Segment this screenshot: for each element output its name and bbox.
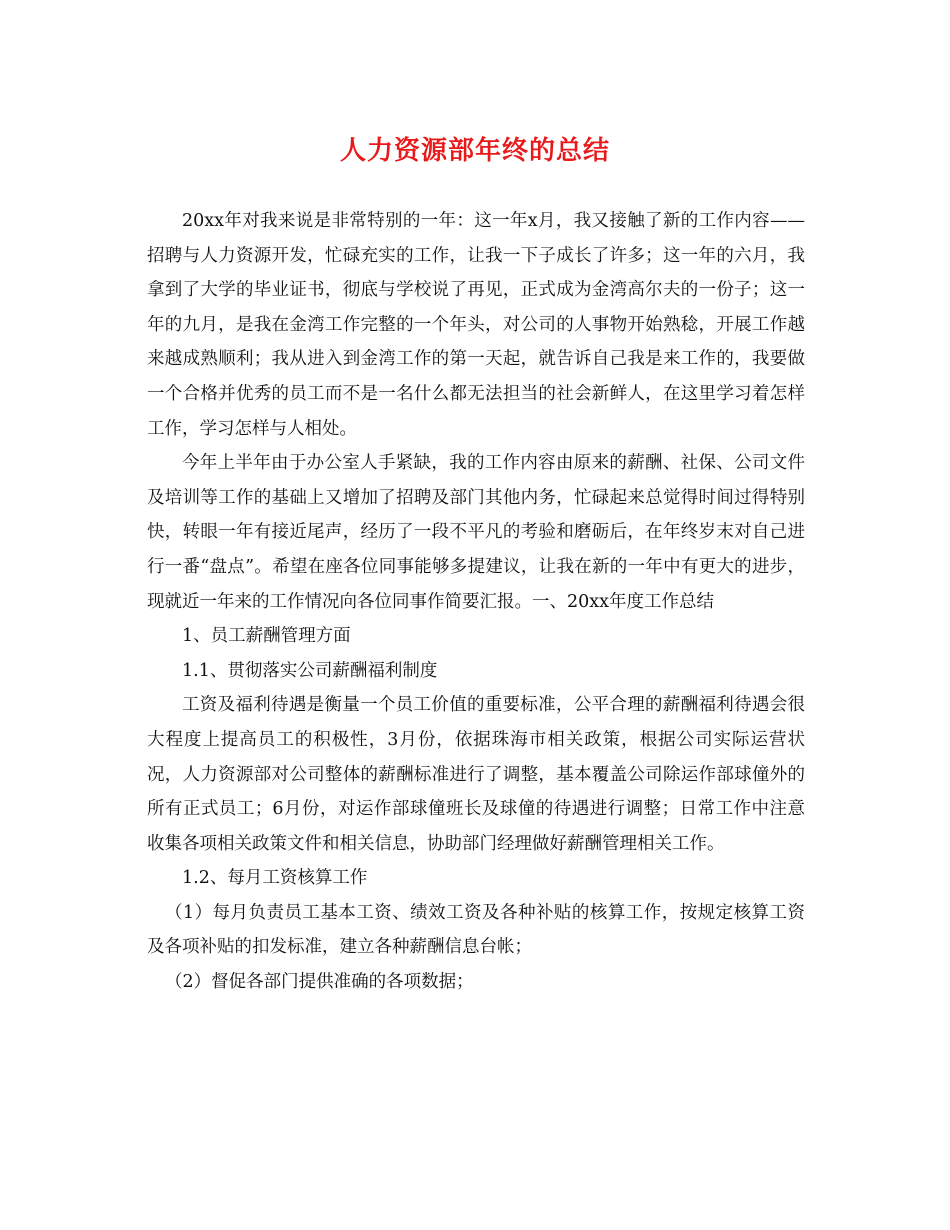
subsection-heading-payroll: 1.2、每月工资核算工作 — [182, 868, 368, 889]
section-heading-salary: 1、员工薪酬管理方面 — [182, 626, 351, 647]
paragraph-intro: 20xx年对我来说是非常特别的一年：这一年x月，我又接触了新的工作内容——招聘与人力资源开发，忙碌充实的工作，让我一下子成长了许多；这一年的六月，我拿到了大学的毕业证书，彻底与学校说了再见，正式成为金湾高尔夫的一份子；这一年的九月，是我在金湾工作完整的一个年头，对公司的人事物开始熟稔，开展工作越来越成熟顺利；我从进入到金湾工作的第一天起，就告诉自己我是来工作的，我要做一个合格并优秀的员工而不是一名什么都无法担当的社会新鲜人，在这里学习着怎样工作，学习怎样与人相处。 — [147, 211, 805, 439]
paragraph-first-half-year: 今年上半年由于办公室人手紧缺，我的工作内容由原来的薪酬、社保、公司文件及培训等工作的基础上又增加了招聘及部门其他内务，忙碌起来总觉得时间过得特别快，转眼一年有接近尾声，经历了一段不平凡的考验和磨砺后，在年终岁末对自己进行一番“盘点”。希望在座各位同事能够多提建议，让我在新的一年中有更大的进步，现就近一年来的工作情况向各位同事作简要汇报。一、20xx年度工作总结 — [147, 453, 805, 612]
paragraph-salary-policy: 工资及福利待遇是衡量一个员工价值的重要标准，公平合理的薪酬福利待遇会很大程度上提高员工的积极性，3月份，依据珠海市相关政策，根据公司实际运营状况，人力资源部对公司整体的薪酬标准进行了调整，基本覆盖公司除运作部球僮外的所有正式员工；6月份，对运作部球僮班长及球僮的待遇进行调整；日常工作中注意收集各项相关政策文件和相关信息，协助部门经理做好薪酬管理相关工作。 — [147, 695, 805, 854]
subsection-heading-policy: 1.1、贯彻落实公司薪酬福利制度 — [182, 660, 438, 681]
document-body — [147, 204, 805, 1000]
list-item-payroll-1: （1）每月负责员工基本工资、绩效工资及各种补贴的核算工作，按规定核算工资及各项补贴的扣发标准，建立各种薪酬信息台帐； — [147, 902, 805, 958]
document-title: 人力资源部年终的总结 — [339, 136, 610, 166]
list-item-payroll-2: （2）督促各部门提供准确的各项数据； — [165, 972, 474, 993]
